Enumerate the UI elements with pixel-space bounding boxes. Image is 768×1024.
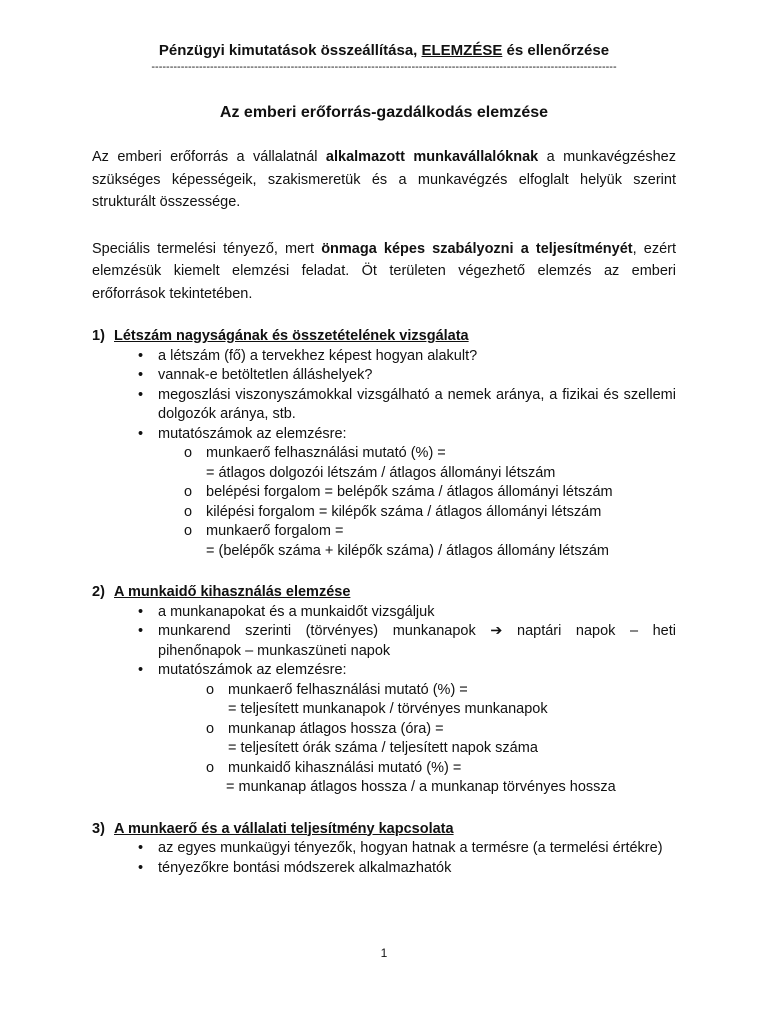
section-2 [92,583,676,798]
list-item: • a munkanapokat és a munkaidőt vizsgáljuk [92,603,676,623]
list-item: • megoszlási viszonyszámokkal vizsgálható a nemek aránya, a fizikai és szellemi dolgozók aránya, stb. [92,386,676,425]
intro-paragraph: Az emberi erőforrás a vállalatnál alkalmazott munkavállalóknak a munkavégzéshez szükséges képességeik, szakismeretük és a munkavégzés elfoglalt helyük szerint strukturált összessége. [92,149,676,210]
header-text: Pénzügyi kimutatások összeállítása, [158,42,422,59]
running-header [92,42,676,59]
sub-list-item: o munkaerő felhasználási mutató (%) = = teljesített munkanapok / törvényes munkanapok [206,681,548,717]
list-item: • mutatószámok az elemzésre: [92,661,676,681]
page-number: 1 [380,946,388,960]
sub-list-item: o kilépési forgalom = kilépők száma / átlagos állományi létszám [184,503,602,520]
sub-list-item: o munkaidő kihasználási mutató (%) = = munkanap átlagos hossza / a munkanap törvényes hossza [206,759,616,795]
list-item: • mutatószámok az elemzésre: [92,425,676,445]
header-separator: ------------------------------------------------------------------------------------------------------------------------------- [151,61,617,73]
header-underlined: ELEMZÉSE [421,42,503,59]
sub-list-item: o munkanap átlagos hossza (óra) = = teljesített órák száma / teljesített napok száma [206,720,538,756]
sub-list-item: o belépési forgalom = belépők száma / átlagos állományi létszám [184,484,613,500]
second-paragraph: Speciális termelési tényező, mert önmaga képes szabályozni a teljesítményét, ezért elemzésük kiemelt elemzési feladat. Öt területen végezhető elemzés az emberi erőforrások tekintetében. [92,240,677,302]
list-item: • az egyes munkaügyi tényezők, hogyan hatnak a termésre (a termelési értékre) [92,839,676,859]
list-item: • vannak-e betöltetlen álláshelyek? [92,366,676,386]
list-item: • tényezőkre bontási módszerek alkalmazhatók [92,859,676,879]
section-3 [92,820,676,879]
list-item: • a létszám (fő) a tervekhez képest hogyan alakult? [92,347,676,367]
header-text-end: és ellenőrzése [502,42,610,59]
list-item: • munkarend szerinti (törvényes) munkanapok ➔ naptári napok – heti pihenőnapok – munkaszüneti napok [92,622,676,661]
section-heading: 2) A munkaidő kihasználás elemzése [92,584,351,600]
sub-list-item: o munkaerő felhasználási mutató (%) = = átlagos dolgozói létszám / átlagos állományi létszám [184,445,556,481]
section-1 [92,327,676,561]
section-heading: 3) A munkaerő és a vállalati teljesítmény kapcsolata [92,820,454,837]
page [92,0,676,878]
page-title: Az emberi erőforrás-gazdálkodás elemzése [219,104,549,121]
section-heading: 1) Létszám nagyságának és összetételének vizsgálata [92,328,469,344]
sub-list-item: o munkaerő forgalom = = (belépők száma + kilépők száma) / átlagos állomány létszám [184,523,609,559]
